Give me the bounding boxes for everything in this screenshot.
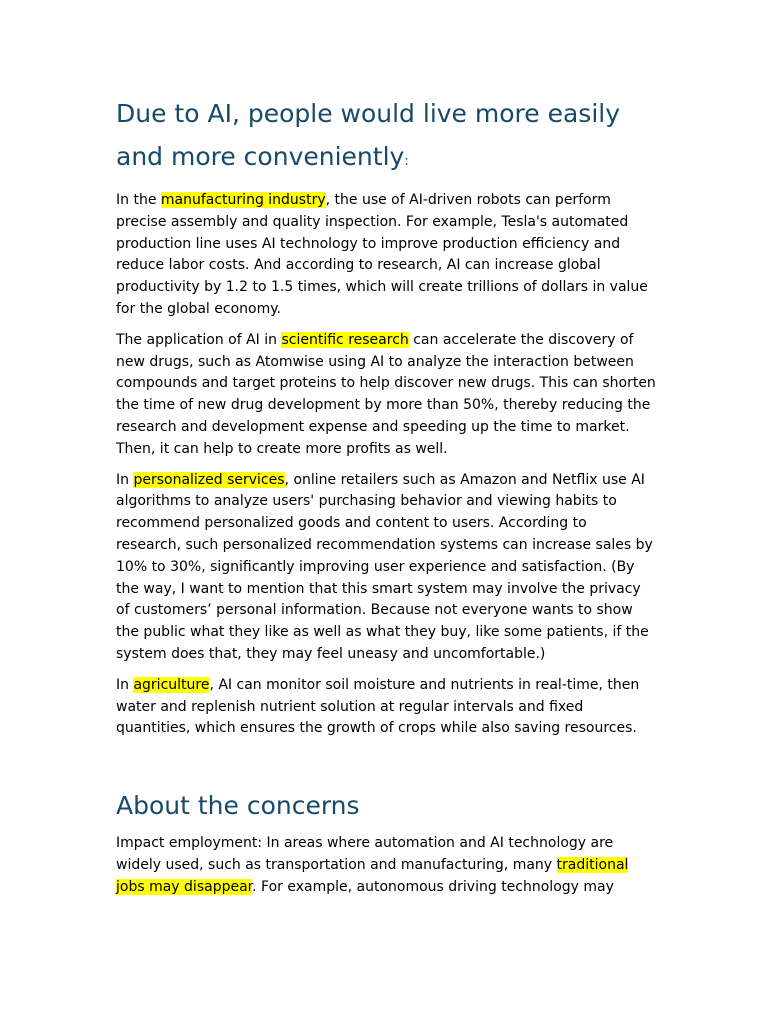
paragraph-text: , the use of AI-driven robots can perform precise assembly and quality inspection. For example, Tesla's automated production line uses AI technology to improve production efficiency and reduce labor costs. And according to research, AI can increase global productivity by 1.2 to 1.5 times, which will create trillions of dollars in value for the global economy. (116, 192, 648, 317)
highlight-traditional-jobs: traditional jobs may disappear (116, 856, 629, 895)
paragraph-employment (116, 833, 656, 898)
paragraph-scientific-research (116, 330, 656, 461)
paragraph-text: can accelerate the discovery of new drugs, such as Atomwise using AI to analyze the interaction between compounds and target proteins to help discover new drugs. This can shorten the time of new drug development by more than 50%, thereby reducing the research and development expense and speeding up the time to market. Then, it can help to create more profits as well. (116, 331, 656, 457)
heading-colon: : (404, 154, 409, 169)
highlight-personalized-services: personalized services (133, 471, 285, 488)
paragraph-text: , AI can monitor soil moisture and nutrients in real-time, then water and replenish nutrient solution at regular intervals and fixed quantities, which ensures the growth of crops while also saving resources. (116, 676, 640, 737)
paragraph-manufacturing (116, 190, 656, 321)
paragraph-text: In (116, 676, 134, 693)
highlight-agriculture: agriculture (133, 676, 210, 693)
highlight-manufacturing-industry: manufacturing industry (160, 192, 326, 208)
paragraph-text: , online retailers such as Amazon and Netflix use AI algorithms to analyze users' purchasing behavior and viewing habits to recommend personalized goods and content to users. According to research, such personalized recommendation systems can increase sales by 10% to 30%, significantly improving user experience and satisfaction. (By the way, I want to mention that this smart system may involve the privacy of customers’ personal information. Because not everyone wants to show the public what they like as well as what they buy, like some patients, if the system does that, they may feel uneasy and uncomfortable.) (116, 471, 653, 662)
paragraph-text: In the (116, 192, 161, 208)
document-page (116, 92, 656, 908)
paragraph-agriculture (116, 675, 656, 740)
section-heading-concerns: About the concerns (116, 791, 360, 821)
paragraph-text: . For example, autonomous driving technology may (252, 878, 614, 895)
section-heading-benefits (116, 92, 656, 183)
paragraph-personalized-services (116, 470, 656, 666)
highlight-scientific-research: scientific research (281, 331, 409, 348)
heading-text: Due to AI, people would live more easily and more conveniently (116, 99, 621, 171)
paragraph-text: Impact employment: In areas where automation and AI technology are widely used, such as transportation and manufacturing, many (116, 835, 614, 873)
paragraph-text: The application of AI in (116, 331, 282, 348)
paragraph-text: In (116, 471, 134, 488)
